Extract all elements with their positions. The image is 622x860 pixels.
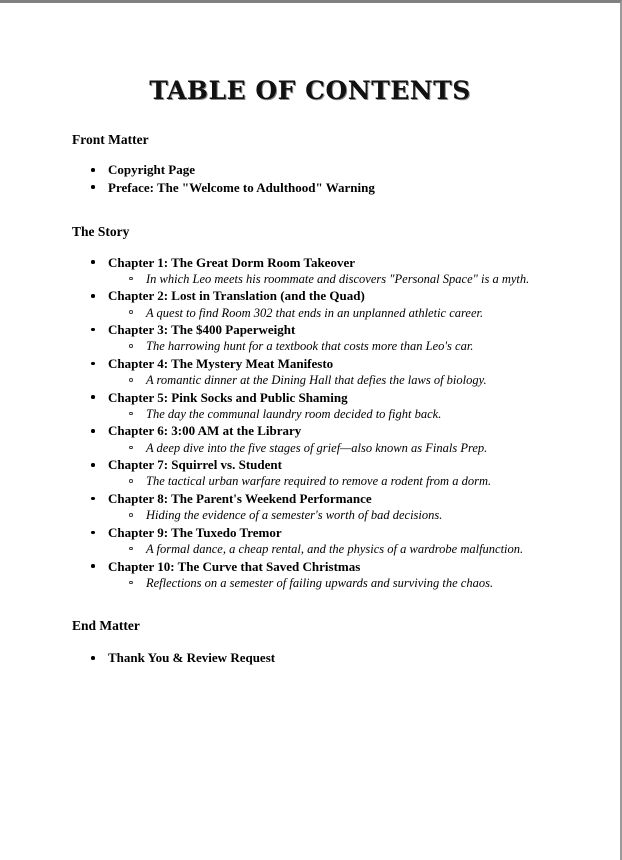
- subentry-text: The day the communal laundry room decided to fight back.: [146, 406, 442, 421]
- entry-title-row[interactable]: [0, 179, 620, 196]
- list-item: [0, 305, 620, 322]
- circle-bullet-icon: [129, 581, 133, 585]
- subentry-list: [0, 406, 620, 423]
- entry-title-row[interactable]: [0, 161, 620, 178]
- disc-bullet-icon: [91, 497, 95, 501]
- subentry-text: Reflections on a semester of failing upwards and surviving the chaos.: [146, 575, 494, 590]
- disc-bullet-icon: [91, 185, 95, 189]
- list-item: [0, 389, 620, 423]
- list-item: [0, 338, 620, 355]
- entry-list: [0, 148, 620, 195]
- subentry-list: [0, 507, 620, 524]
- subentry-list: [0, 271, 620, 288]
- list-item: [0, 507, 620, 524]
- list-item: [0, 254, 620, 288]
- list-item: [0, 524, 620, 558]
- entry-title-text: Chapter 6: 3:00 AM at the Library: [108, 423, 302, 439]
- section-heading: Front Matter: [72, 131, 149, 147]
- list-item: [0, 406, 620, 423]
- entry-title-row[interactable]: [0, 355, 620, 372]
- disc-bullet-icon: [91, 260, 95, 264]
- disc-bullet-icon: [91, 564, 95, 568]
- list-item: [0, 575, 620, 592]
- subentry-list: [0, 473, 620, 490]
- subentry-text: The tactical urban warfare required to remove a rodent from a dorm.: [146, 474, 492, 489]
- entry-title-row[interactable]: [0, 524, 620, 541]
- list-item: [0, 473, 620, 490]
- entry-title-text: Chapter 10: The Curve that Saved Christmas: [108, 558, 361, 574]
- list-item: [0, 422, 620, 456]
- disc-bullet-icon: [91, 395, 95, 399]
- list-item: [0, 372, 620, 389]
- entry-title-text: Chapter 9: The Tuxedo Tremor: [108, 524, 282, 540]
- entry-title-row[interactable]: [0, 456, 620, 473]
- disc-bullet-icon: [91, 656, 95, 660]
- subentry-list: [0, 575, 620, 592]
- subentry-text: The harrowing hunt for a textbook that costs more than Leo's car.: [146, 339, 474, 354]
- subentry-list: [0, 541, 620, 558]
- list-item: [0, 355, 620, 389]
- entry-title-row[interactable]: [0, 490, 620, 507]
- entry-title-text: Copyright Page: [108, 162, 196, 178]
- circle-bullet-icon: [129, 513, 133, 517]
- list-item: [0, 541, 620, 558]
- entry-title-text: Chapter 4: The Mystery Meat Manifesto: [108, 355, 334, 371]
- entry-title-text: Chapter 7: Squirrel vs. Student: [108, 457, 282, 473]
- list-item: [0, 456, 620, 490]
- circle-bullet-icon: [129, 479, 133, 483]
- entry-list: [0, 241, 620, 592]
- disc-bullet-icon: [91, 294, 95, 298]
- subentry-text: In which Leo meets his roommate and discovers "Personal Space" is a myth.: [146, 271, 530, 286]
- entry-title-row[interactable]: [0, 649, 620, 666]
- entry-title-text: Chapter 3: The $400 Paperweight: [108, 322, 296, 338]
- subentry-text: A deep dive into the five stages of grief—also known as Finals Prep.: [146, 440, 488, 455]
- list-item: [0, 271, 620, 288]
- subentry-list: [0, 440, 620, 457]
- page-title: TABLE OF CONTENTS: [149, 76, 471, 105]
- section-end-matter: [0, 591, 620, 666]
- disc-bullet-icon: [91, 362, 95, 366]
- subentry-list: [0, 372, 620, 389]
- entry-title-text: Chapter 1: The Great Dorm Room Takeover: [108, 254, 355, 270]
- disc-bullet-icon: [91, 429, 95, 433]
- entry-title-text: Preface: The "Welcome to Adulthood" Warning: [108, 179, 375, 195]
- subentry-list: [0, 305, 620, 322]
- entry-list: [0, 635, 620, 666]
- entry-title-text: Chapter 5: Pink Socks and Public Shaming: [108, 389, 348, 405]
- circle-bullet-icon: [129, 446, 133, 450]
- entry-title-text: Chapter 2: Lost in Translation (and the Quad): [108, 288, 365, 304]
- section-front-matter: [0, 105, 620, 196]
- circle-bullet-icon: [129, 412, 133, 416]
- circle-bullet-icon: [129, 378, 133, 382]
- disc-bullet-icon: [91, 531, 95, 535]
- entry-title-row[interactable]: [0, 287, 620, 304]
- list-item: [0, 321, 620, 355]
- subentry-text: A quest to find Room 302 that ends in an unplanned athletic career.: [146, 305, 484, 320]
- disc-bullet-icon: [91, 463, 95, 467]
- list-item: [0, 649, 620, 666]
- circle-bullet-icon: [129, 310, 133, 314]
- entry-title-text: Thank You & Review Request: [108, 650, 276, 666]
- list-item: [0, 161, 620, 178]
- subentry-text: A formal dance, a cheap rental, and the physics of a wardrobe malfunction.: [146, 541, 524, 556]
- subentry-text: Hiding the evidence of a semester's worth of bad decisions.: [146, 508, 443, 523]
- entry-title-row[interactable]: [0, 389, 620, 406]
- subentry-list: [0, 338, 620, 355]
- entry-title-row[interactable]: [0, 558, 620, 575]
- disc-bullet-icon: [91, 328, 95, 332]
- list-item: [0, 490, 620, 524]
- subentry-text: A romantic dinner at the Dining Hall that defies the laws of biology.: [146, 373, 487, 388]
- section-the-story: [0, 196, 620, 592]
- list-item: [0, 287, 620, 321]
- entry-title-row[interactable]: [0, 321, 620, 338]
- circle-bullet-icon: [129, 344, 133, 348]
- entry-title-text: Chapter 8: The Parent's Weekend Performance: [108, 491, 372, 507]
- entry-title-row[interactable]: [0, 422, 620, 439]
- disc-bullet-icon: [91, 168, 95, 172]
- list-item: [0, 558, 620, 592]
- list-item: [0, 440, 620, 457]
- section-heading: End Matter: [72, 618, 140, 634]
- entry-title-row[interactable]: [0, 254, 620, 271]
- circle-bullet-icon: [129, 277, 133, 281]
- list-item: [0, 179, 620, 196]
- section-heading: The Story: [72, 223, 130, 239]
- circle-bullet-icon: [129, 547, 133, 551]
